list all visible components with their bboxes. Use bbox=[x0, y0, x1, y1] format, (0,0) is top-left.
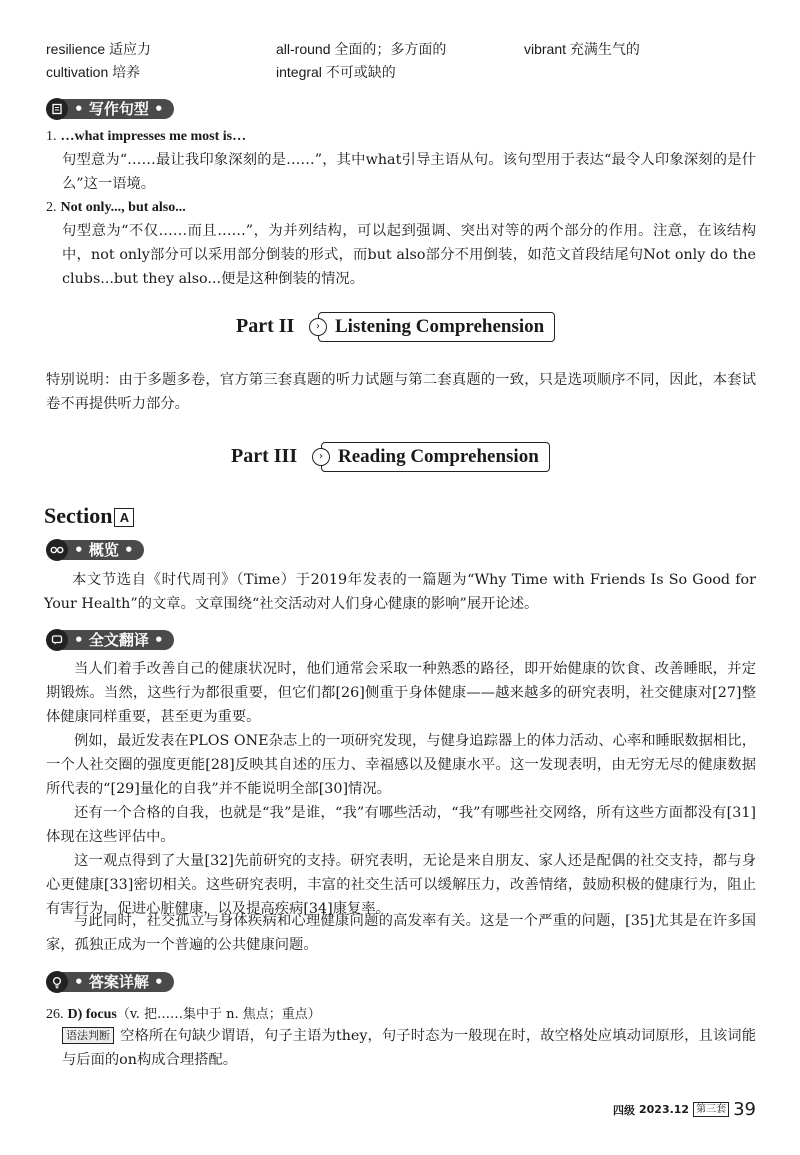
part-number: Part III bbox=[231, 445, 298, 467]
chat-bubble-icon bbox=[46, 629, 68, 651]
answer-gloss: （v. 把……集中于 n. 焦点；重点） bbox=[116, 1007, 321, 1022]
answer-key: D) focus bbox=[67, 1007, 117, 1022]
part-2-heading bbox=[0, 310, 800, 344]
method-label: 语法判断 bbox=[62, 1027, 114, 1044]
vocab-column-1 bbox=[46, 38, 151, 84]
vocabulary-list bbox=[46, 38, 766, 84]
section-title: Section A bbox=[44, 503, 134, 529]
chevron-right-icon: › bbox=[309, 318, 327, 336]
pattern-explanation: 句型意为“……最让我印象深刻的是……”，其中what引导主语从句。该句型用于表达“最令人印象深刻的是什么”这一语境。 bbox=[62, 152, 756, 192]
section-tag-label: • 概览 • bbox=[62, 540, 144, 560]
overview-section-header bbox=[46, 538, 144, 562]
pattern-heading: 1. …what impresses me most is… bbox=[46, 129, 247, 144]
part-title: Reading Comprehension bbox=[321, 442, 550, 472]
chevron-right-icon: › bbox=[312, 448, 330, 466]
vocab-item: integral 不可或缺的 bbox=[276, 64, 396, 80]
writing-section-header bbox=[46, 97, 174, 121]
page-number: 39 bbox=[733, 1099, 756, 1120]
translation-section-header bbox=[46, 628, 174, 652]
vocab-item: cultivation 培养 bbox=[46, 64, 141, 80]
translation-paragraph: 这一观点得到了大量[32]先前研究的支持。研究表明，无论是来自朋友、家人还是配偶的社交支持，都与身心更健康[33]密切相关。这些研究表明，丰富的社交生活可以缓解压力，改善情绪，鼓励积极的健康行为，阻止有害行为，促进心脏健康，以及提高疾病[34]康复率。 bbox=[46, 853, 756, 917]
answer-heading: 26. D) focus（v. 把……集中于 n. 焦点；重点） bbox=[46, 1007, 321, 1022]
overview-text: 本文节选自《时代周刊》（Time）于2019年发表的一篇题为“Why Time with Friends Is So Good for Your Health”的文章。文章围绕“社交活动对人们身心健康的影响”展开论述。 bbox=[44, 572, 756, 612]
footer-set: 第三套 bbox=[693, 1102, 729, 1117]
part-3-heading bbox=[0, 440, 800, 474]
footer-level: 四级 bbox=[612, 1103, 635, 1117]
translation-paragraph: 例如，最近发表在PLOS ONE杂志上的一项研究发现，与健身追踪器上的体力活动、心率和睡眠数据相比，一个人社交圈的强度更能[28]反映其自述的压力、幸福感以及健康水平。这一发现表明，由无穷无尽的健康数据所代表的“[29]量化的自我”并不能说明全部[30]情况。 bbox=[46, 733, 756, 797]
vocab-item: vibrant 充满生气的 bbox=[524, 41, 640, 57]
translation-paragraph: 还有一个合格的自我，也就是“我”是谁，“我”有哪些活动，“我”有哪些社交网络，所有这些方面都没有[31]体现在这些评估中。 bbox=[46, 805, 756, 845]
section-tag-label: • 答案详解 • bbox=[62, 972, 174, 992]
translation-paragraph: 与此同时，社交孤立与身体疾病和心理健康问题的高发率有关。这是一个严重的问题，[35]尤其是在许多国家，孤独正成为一个普遍的公共健康问题。 bbox=[46, 913, 756, 953]
vocab-column-3 bbox=[524, 38, 640, 61]
answers-section-header bbox=[46, 970, 174, 994]
section-letter: A bbox=[114, 508, 134, 527]
lightbulb-icon bbox=[46, 971, 68, 993]
glasses-icon bbox=[46, 539, 68, 561]
footer-date: 2023.12 bbox=[638, 1103, 690, 1116]
section-tag-label: • 写作句型 • bbox=[62, 99, 174, 119]
vocab-item: resilience 适应力 bbox=[46, 41, 152, 57]
page-footer bbox=[613, 1099, 756, 1120]
special-note: 特别说明：由于多题多卷，官方第三套真题的听力试题与第二套真题的一致，只是选项顺序不同，因此，本套试卷不再提供听力部分。 bbox=[46, 372, 756, 412]
translation-paragraph: 当人们着手改善自己的健康状况时，他们通常会采取一种熟悉的路径，即开始健康的饮食、改善睡眠，并定期锻炼。当然，这些行为都很重要，但它们都[26]侧重于身体健康——越来越多的研究表明，社交健康对[27]整体健康同样重要，甚至更为重要。 bbox=[46, 661, 756, 725]
section-tag-label: • 全文翻译 • bbox=[62, 630, 174, 650]
answer-explanation-text: 空格所在句缺少谓语，句子主语为they，句子时态为一般现在时，故空格处应填动词原形，且该词能与后面的on构成合理搭配。 bbox=[62, 1028, 756, 1068]
document-icon bbox=[46, 98, 68, 120]
answer-explanation bbox=[62, 1024, 756, 1072]
part-number: Part II bbox=[236, 315, 295, 337]
pattern-explanation: 句型意为“不仅……而且……”，为并列结构，可以起到强调、突出对等的两个部分的作用。注意，在该结构中，not only部分可以采用部分倒装的形式，而but also部分不用倒装，如范文首段结尾句Not only do the clubs...but they also...便是这种倒装的情况。 bbox=[62, 223, 756, 287]
vocab-item: all-round 全面的；多方面的 bbox=[276, 41, 447, 57]
pattern-heading: 2. Not only..., but also... bbox=[46, 200, 186, 215]
vocab-column-2 bbox=[276, 38, 446, 84]
part-title: Listening Comprehension bbox=[318, 312, 555, 342]
